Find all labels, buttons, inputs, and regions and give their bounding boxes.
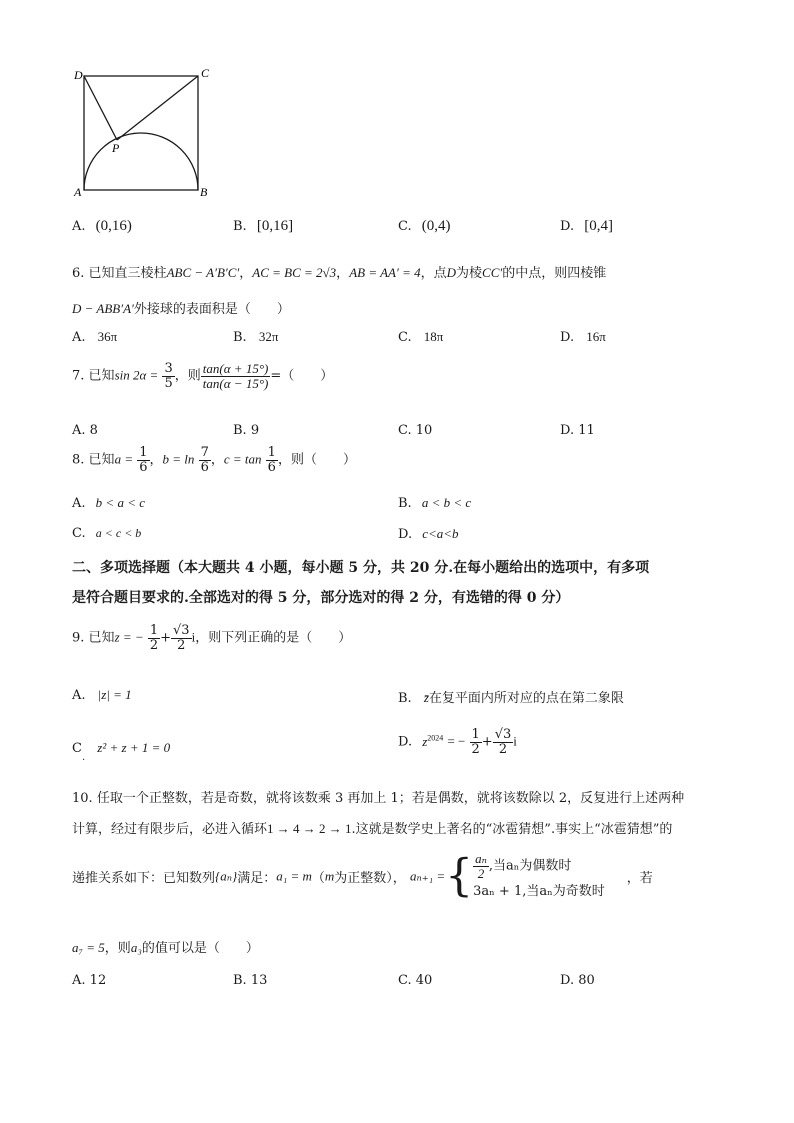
q5-option-c[interactable] bbox=[398, 218, 451, 235]
question-number: 8. bbox=[72, 452, 85, 468]
imaginary-unit: i bbox=[513, 733, 517, 749]
q9-option-c[interactable] bbox=[72, 740, 171, 763]
section-2-header-line1: 二、多项选择题（本大题共 4 小题，每小题 5 分，共 20 分.在每小题给出的选项中，有多项 bbox=[72, 560, 650, 576]
option-letter: C. bbox=[398, 973, 412, 988]
stem-text: ，则下列正确的是（ ） bbox=[195, 630, 352, 646]
option-letter: B. bbox=[398, 691, 412, 706]
stem-text: 外接球的表面积是（ ） bbox=[133, 302, 290, 317]
condition-1: AC = BC = 2√3 bbox=[252, 265, 337, 280]
plus-sign: + bbox=[481, 734, 493, 750]
z-definition: z = − bbox=[114, 629, 144, 645]
stem-text: 满足： bbox=[237, 871, 277, 887]
numerator: aₙ bbox=[475, 851, 487, 866]
semicircle-arc bbox=[84, 133, 198, 190]
question-number: 7. bbox=[72, 368, 85, 384]
denominator: 5 bbox=[164, 375, 173, 391]
stem-text: 的值可以是（ ） bbox=[141, 941, 259, 956]
option-text: (0,4) bbox=[421, 218, 451, 234]
fraction-an-half bbox=[473, 852, 489, 880]
numerator: √3 bbox=[494, 727, 512, 742]
condition-2: AB = AA′ = 4 bbox=[349, 265, 421, 280]
edge-name: CC′ bbox=[482, 265, 503, 280]
question-10-line1 bbox=[72, 787, 684, 806]
question-8-stem bbox=[72, 446, 356, 474]
a7-condition: a₇ = 5 bbox=[72, 940, 105, 955]
m-variable: m bbox=[324, 868, 335, 884]
option-text: 10 bbox=[415, 423, 433, 438]
fraction-half bbox=[148, 624, 160, 652]
recurrence-lhs: aₙ₊₁ = bbox=[409, 868, 446, 884]
q8-option-d[interactable] bbox=[398, 526, 459, 542]
fraction-c bbox=[266, 446, 278, 474]
option-letter: C. bbox=[398, 219, 412, 234]
case-odd: 3aₙ + 1,当aₙ为奇数时 bbox=[473, 884, 605, 900]
option-text: [0,4] bbox=[584, 218, 613, 234]
numerator: 1 bbox=[471, 727, 480, 742]
a3-term: a₃ bbox=[130, 940, 142, 955]
q9-option-b[interactable] bbox=[398, 687, 624, 706]
label-a: A bbox=[74, 185, 82, 199]
numerator: 7 bbox=[200, 445, 209, 460]
stem-text: 计算，经过有限步后，必进入循环 bbox=[72, 822, 268, 837]
geometry-figure bbox=[66, 62, 226, 202]
q6-option-a[interactable] bbox=[72, 329, 117, 345]
stem-text: ，则 bbox=[174, 368, 201, 384]
sequence-name: {aₙ} bbox=[215, 868, 238, 884]
fraction-half bbox=[470, 728, 482, 756]
fraction-root3-half bbox=[171, 624, 192, 652]
denominator: tan(α − 15°) bbox=[202, 375, 269, 391]
q10-option-c[interactable] bbox=[398, 973, 432, 988]
question-6-stem bbox=[72, 262, 606, 281]
option-text: 40 bbox=[415, 973, 433, 988]
fraction-root3-half bbox=[493, 728, 514, 756]
option-letter: A. bbox=[72, 330, 86, 345]
option-text: 12 bbox=[89, 973, 107, 988]
option-text: a < b < c bbox=[421, 495, 472, 510]
option-text: 13 bbox=[250, 973, 268, 988]
sin-expression: sin 2α = bbox=[114, 367, 159, 383]
q5-option-d[interactable] bbox=[560, 218, 613, 235]
q10-option-d[interactable] bbox=[560, 973, 595, 988]
option-letter: D. bbox=[560, 330, 575, 345]
question-number: 6. bbox=[72, 266, 85, 281]
a1-definition: a₁ = m bbox=[276, 868, 312, 884]
numerator: 3 bbox=[164, 361, 173, 376]
q5-option-b[interactable] bbox=[233, 218, 293, 235]
option-letter: D. bbox=[560, 973, 575, 988]
equals-minus: = − bbox=[447, 733, 466, 749]
q7-option-b[interactable] bbox=[233, 423, 259, 438]
c-definition: c = tan bbox=[223, 451, 262, 467]
tan-ratio bbox=[201, 362, 271, 390]
q6-option-c[interactable] bbox=[398, 329, 443, 345]
stem-text: ，则 bbox=[104, 941, 131, 956]
prism-name: ABC − A′B′C′ bbox=[166, 265, 240, 280]
q5-option-a[interactable] bbox=[72, 218, 132, 235]
denominator: 6 bbox=[267, 459, 276, 475]
stem-text: 已知 bbox=[88, 630, 115, 646]
question-number: 9. bbox=[72, 630, 85, 646]
imaginary-unit: i bbox=[191, 629, 196, 645]
loop-sequence: 1 → 4 → 2 → 1 bbox=[267, 821, 352, 836]
option-letter: C bbox=[72, 741, 82, 756]
z-power-exponent: 2024 bbox=[427, 733, 444, 743]
section-2-header-line2: 是符合题目要求的.全部选对的得 5 分，部分选对的得 2 分，有选错的得 0 分） bbox=[72, 590, 570, 606]
option-letter: B. bbox=[398, 496, 412, 511]
option-letter: A. bbox=[72, 496, 86, 511]
option-letter: B. bbox=[233, 330, 247, 345]
option-letter: B. bbox=[233, 219, 247, 234]
label-p: P bbox=[112, 141, 120, 155]
question-10-line2 bbox=[72, 818, 672, 837]
q7-option-d[interactable] bbox=[560, 423, 595, 438]
denominator: 2 bbox=[177, 637, 186, 653]
b-definition: b = ln bbox=[162, 451, 195, 467]
question-number: 10. bbox=[72, 791, 93, 806]
stem-text: 已知直三棱柱 bbox=[88, 266, 167, 281]
denominator: 2 bbox=[498, 741, 508, 757]
q6-option-d[interactable] bbox=[560, 329, 606, 345]
option-letter: C. bbox=[398, 423, 412, 438]
option-text: c<a<b bbox=[422, 526, 459, 541]
q9-option-a[interactable] bbox=[72, 687, 132, 703]
option-letter: D. bbox=[398, 734, 413, 750]
denominator: 2 bbox=[471, 741, 480, 757]
option-text: 8 bbox=[89, 423, 98, 438]
q10-option-a[interactable] bbox=[72, 973, 106, 988]
fraction-3-5 bbox=[162, 362, 174, 390]
q8-option-a[interactable] bbox=[72, 495, 145, 511]
piecewise-brace: { bbox=[445, 850, 474, 902]
q7-option-c[interactable] bbox=[398, 423, 432, 438]
separator: ， bbox=[149, 452, 163, 468]
q9-option-d[interactable] bbox=[398, 728, 517, 756]
option-text: [0,16] bbox=[256, 218, 294, 234]
option-text: 36π bbox=[97, 329, 118, 344]
stem-text: =（ ） bbox=[270, 368, 334, 384]
option-letter: A. bbox=[72, 688, 86, 703]
numerator: √3 bbox=[173, 623, 190, 638]
q6-option-b[interactable] bbox=[233, 329, 278, 345]
denominator: 6 bbox=[139, 459, 148, 475]
option-letter: A. bbox=[72, 423, 86, 438]
label-c: C bbox=[201, 66, 210, 80]
stem-text: ，若 bbox=[626, 871, 653, 887]
option-letter: D. bbox=[398, 527, 413, 542]
denominator: 2 bbox=[149, 637, 159, 653]
case-even bbox=[473, 852, 605, 880]
stem-text: ，则（ ） bbox=[277, 452, 356, 468]
q8-option-b[interactable] bbox=[398, 495, 471, 511]
option-text: 11 bbox=[578, 423, 595, 438]
option-text: 80 bbox=[578, 973, 595, 988]
denominator: 2 bbox=[477, 865, 485, 881]
option-text: b < a < c bbox=[95, 495, 145, 510]
label-b: B bbox=[200, 185, 208, 199]
fraction-a bbox=[137, 446, 149, 474]
q8-option-c[interactable] bbox=[72, 526, 141, 541]
z-conjugate: z̄ bbox=[423, 690, 429, 705]
stem-text: 递推关系如下：已知数列 bbox=[72, 871, 216, 887]
option-dot: . bbox=[81, 752, 86, 763]
point-d: D bbox=[446, 265, 457, 280]
option-letter: D. bbox=[560, 219, 575, 234]
stem-text: 已知 bbox=[88, 368, 115, 384]
option-letter: C. bbox=[398, 330, 412, 345]
z-power-base: z bbox=[422, 733, 428, 749]
stem-text: .这就是数学史上著名的“冰雹猜想”.事实上“冰雹猜想”的 bbox=[351, 822, 673, 837]
stem-text: （ bbox=[311, 871, 325, 887]
separator: ， bbox=[239, 266, 253, 281]
option-letter: C. bbox=[72, 526, 86, 541]
option-text: 在复平面内所对应的点在第二象限 bbox=[428, 691, 624, 706]
option-letter: B. bbox=[233, 973, 247, 988]
option-text: 16π bbox=[586, 329, 606, 344]
stem-text: ，点 bbox=[420, 266, 447, 281]
question-9-stem bbox=[72, 624, 351, 652]
stem-text: 为正整数）， bbox=[334, 871, 406, 887]
label-d: D bbox=[74, 68, 83, 82]
case-text: ,当aₙ为偶数时 bbox=[488, 858, 572, 874]
separator: ， bbox=[336, 266, 350, 281]
separator: ， bbox=[210, 452, 224, 468]
option-letter: A. bbox=[72, 973, 86, 988]
question-7-stem bbox=[72, 362, 333, 390]
option-text: |z| = 1 bbox=[97, 687, 132, 702]
pyramid-name: D − ABB′A′ bbox=[72, 301, 134, 316]
option-letter: D. bbox=[560, 423, 575, 438]
numerator: tan(α + 15°) bbox=[202, 361, 269, 376]
numerator: 1 bbox=[139, 445, 148, 460]
a-definition: a = bbox=[114, 451, 134, 467]
segment-dp bbox=[84, 76, 117, 140]
plus-sign: + bbox=[160, 630, 171, 646]
question-10-line4 bbox=[72, 937, 259, 956]
stem-text: 的中点，则四棱锥 bbox=[502, 266, 607, 281]
question-6-stem-line2 bbox=[72, 298, 290, 317]
q10-option-b[interactable] bbox=[233, 973, 267, 988]
numerator: 1 bbox=[267, 445, 276, 460]
denominator: 6 bbox=[200, 459, 209, 475]
option-letter: A. bbox=[72, 219, 86, 234]
stem-text: 任取一个正整数，若是奇数，就将该数乘 3 再加上 1；若是偶数，就将该数除以 2，反复进行上述两种 bbox=[96, 791, 685, 806]
option-text: 9 bbox=[250, 423, 260, 438]
stem-text: 已知 bbox=[88, 452, 115, 468]
option-text: z² + z + 1 = 0 bbox=[97, 740, 171, 755]
piecewise-cases bbox=[473, 852, 605, 901]
option-text: (0,16) bbox=[95, 218, 132, 234]
fraction-b bbox=[199, 446, 211, 474]
option-text: a < c < b bbox=[95, 526, 142, 540]
segment-cp bbox=[117, 76, 198, 140]
option-text: 32π bbox=[258, 329, 279, 344]
q7-option-a[interactable] bbox=[72, 423, 98, 438]
numerator: 1 bbox=[149, 623, 159, 638]
option-letter: B. bbox=[233, 423, 247, 438]
option-text: 18π bbox=[423, 329, 444, 344]
stem-text: 为棱 bbox=[456, 266, 483, 281]
question-10-line3 bbox=[72, 852, 653, 901]
